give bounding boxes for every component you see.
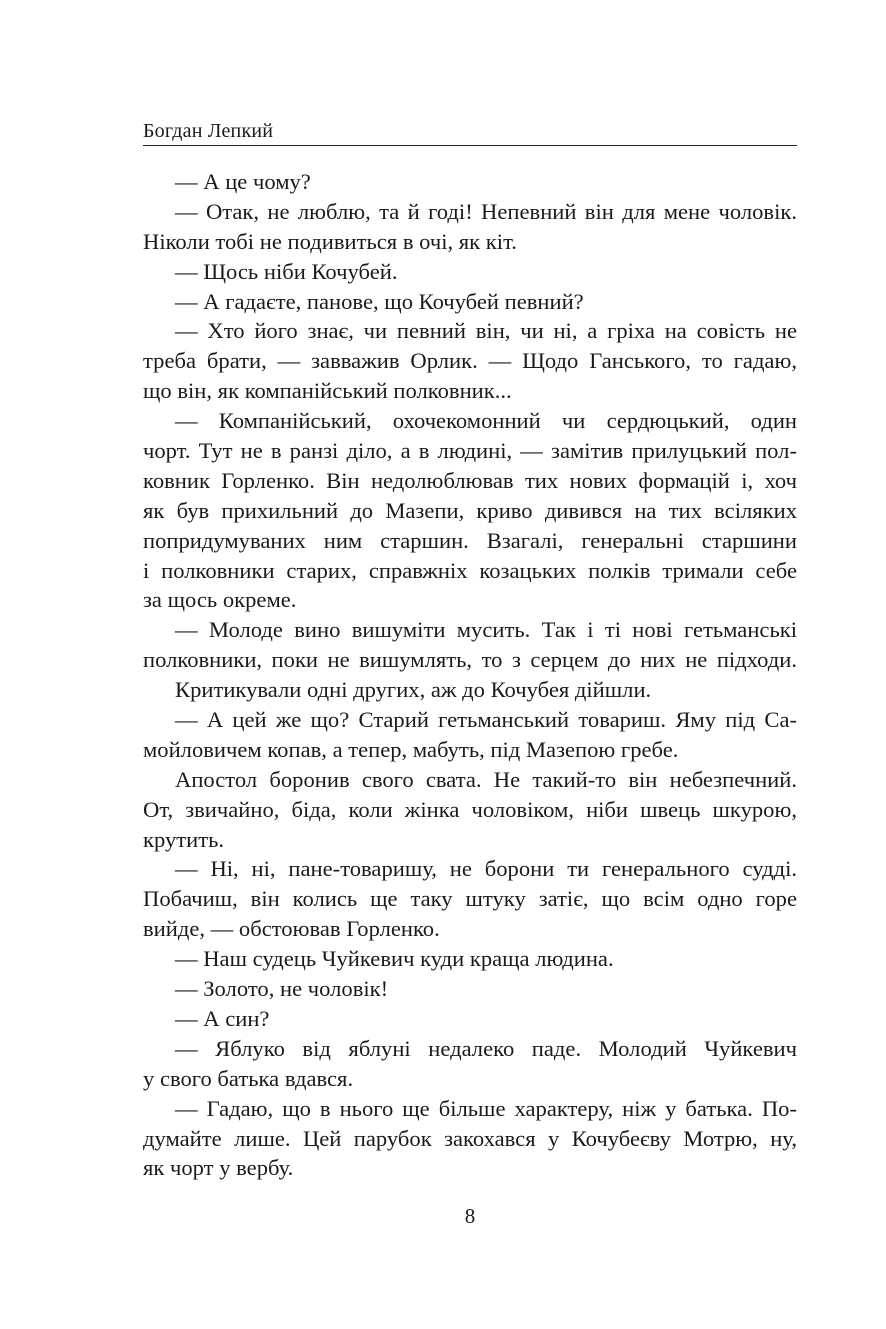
text-line: От, звичайно, біда, коли жінка чоловіком, ніби швець шкурою, bbox=[143, 796, 797, 822]
text-line: — Щось ніби Кочубей. bbox=[175, 258, 398, 284]
text-line: що він, як компанійський полковник... bbox=[143, 378, 512, 404]
running-head-author: Богдан Лепкий bbox=[143, 120, 274, 142]
text-line: ковник Горленко. Він недолюблював тих нових формацій і, хоч bbox=[143, 467, 797, 493]
text-line: як був прихильний до Мазепи, криво дивився на тих всіляких bbox=[143, 497, 797, 523]
text-line: попридумуваних ним старшин. Взагалі, генеральні старшини bbox=[143, 527, 797, 553]
text-line: — Молоде вино вишуміти мусить. Так і ті нові гетьманські bbox=[175, 617, 797, 643]
text-line: — Хто його знає, чи певний він, чи ні, а гріха на совість не bbox=[175, 318, 797, 344]
page-number: 8 bbox=[464, 1204, 476, 1228]
text-line: крутить. bbox=[143, 826, 225, 852]
text-line: — Отак, не люблю, та й годі! Непевний він для мене чоловік. bbox=[175, 198, 797, 224]
text-line: у свого батька вдався. bbox=[143, 1065, 354, 1091]
header-rule bbox=[143, 145, 797, 146]
text-line: за щось окреме. bbox=[143, 587, 297, 613]
text-line: — Ні, ні, пане-товаришу, не борони ти генерального судді. bbox=[175, 856, 797, 882]
text-line: як чорт у вербу. bbox=[143, 1155, 294, 1181]
text-line: — А син? bbox=[175, 1005, 270, 1031]
text-line: — А гадаєте, панове, що Кочубей певний? bbox=[175, 288, 584, 314]
page-body-text bbox=[143, 167, 797, 1183]
text-line: чорт. Тут не в ранзі діло, а в людині, — замітив прилуцький пол- bbox=[143, 438, 797, 464]
text-line: мойловичем копав, а тепер, мабуть, під Мазепою гребе. bbox=[143, 736, 679, 762]
text-line: — Наш судець Чуйкевич куди краща людина. bbox=[175, 946, 614, 972]
text-line: і полковники старих, справжніх козацьких полків тримали себе bbox=[143, 557, 797, 583]
text-line: Ніколи тобі не подивиться в очі, як кіт. bbox=[143, 228, 517, 254]
text-line: — Гадаю, що в нього ще більше характеру, ніж у батька. По- bbox=[175, 1095, 797, 1121]
text-line: — Яблуко від яблуні недалеко паде. Молодий Чуйкевич bbox=[175, 1035, 797, 1061]
text-line: — А цей же що? Старий гетьманський товариш. Яму під Са- bbox=[175, 707, 797, 733]
text-line: Апостол боронив свого свата. Не такий-то він небезпечний. bbox=[175, 766, 797, 792]
text-line: думайте лише. Цей парубок закохався у Кочубеєву Мотрю, ну, bbox=[143, 1125, 797, 1151]
text-line: — Золото, не чоловік! bbox=[175, 976, 389, 1002]
text-line: полковники, поки не вишумлять, то з серцем до них не підходи. bbox=[143, 647, 797, 673]
text-line: Критикували одні других, аж до Кочубея дійшли. bbox=[175, 677, 652, 703]
text-line: треба брати, — завважив Орлик. — Щодо Ганського, то гадаю, bbox=[143, 348, 797, 374]
text-line: — А це чому? bbox=[175, 169, 311, 194]
text-line: Побачиш, він колись ще таку штуку затіє, що всім одно горе bbox=[143, 886, 797, 912]
text-line: — Компанійський, охочекомонний чи сердюцький, один bbox=[175, 408, 797, 434]
text-line: вийде, — обстоював Горленко. bbox=[143, 916, 440, 942]
